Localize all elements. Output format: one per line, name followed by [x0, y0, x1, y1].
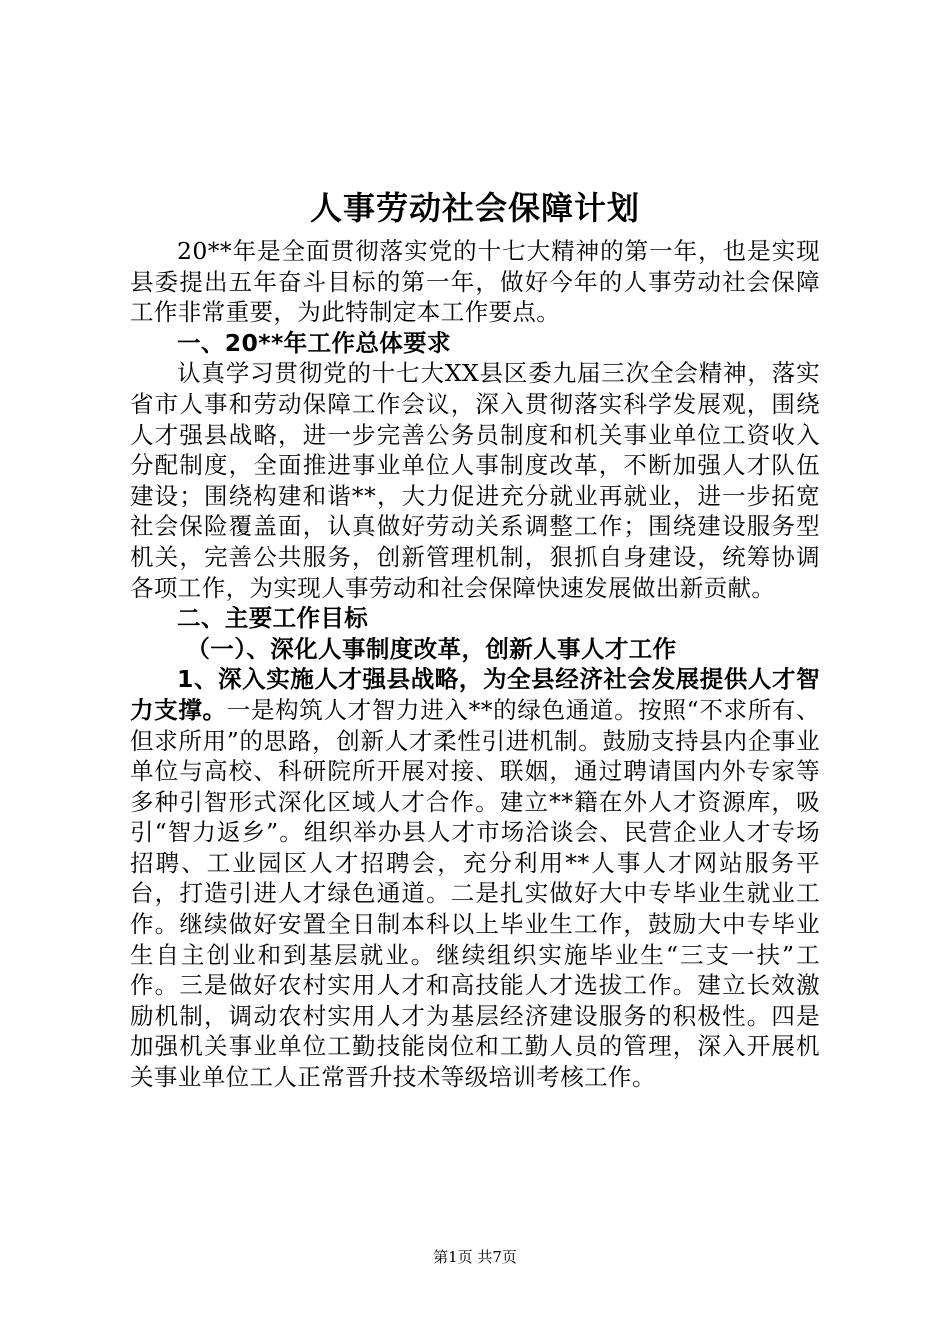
item1-paragraph: [130, 664, 820, 1092]
section2-heading: 二、主要工作目标: [177, 604, 369, 633]
item1-lead: 1、深入实施人才强县战略，为全县经济社会发展提供人才智力支撑。: [130, 665, 820, 724]
section2-subheading: （一）、深化人事制度改革，创新人事人才工作: [186, 634, 677, 663]
document-title: 人事劳动社会保障计划: [309, 189, 640, 227]
intro-paragraph: 20**年是全面贯彻落实党的十七大精神的第一年，也是实现县委提出五年奋斗目标的第一年，做好今年的人事劳动社会保障工作非常重要，为此特制定本工作要点。: [130, 237, 820, 327]
section1-heading: 一、20**年工作总体要求: [177, 328, 451, 357]
section1-paragraph: 认真学习贯彻党的十七大XX县区委九届三次全会精神，落实省市人事和劳动保障工作会议，深入贯彻落实科学发展观，围绕人才强县战略，进一步完善公务员制度和机关事业单位工资收入分配制度，全面推进事业单位人事制度改革，不断加强人才队伍建设；围绕构建和谐**，大力促进充分就业再就业，进一步拓宽社会保险覆盖面，认真做好劳动关系调整工作；围绕建设服务型机关，完善公共服务，创新管理机制，狠抓自身建设，统筹协调各项工作，为实现人事劳动和社会保障快速发展做出新贡献。: [130, 359, 820, 602]
item1-body: 一是构筑人才智力进入**的绿色通道。按照“不求所有、但求所用”的思路，创新人才柔性引进机制。鼓励支持县内企事业单位与高校、科研院所开展对接、联姻，通过聘请国内外专家等多种引智形式深化区域人才合作。建立**籍在外人才资源库，吸引“智力返乡”。组织举办县人才市场洽谈会、民营企业人才专场招聘、工业园区人才招聘会，充分利用**人事人才网站服务平台，打造引进人才绿色通道。二是扎实做好大中专毕业生就业工作。继续做好安置全日制本科以上毕业生工作，鼓励大中专毕业生自主创业和到基层就业。继续组织实施毕业生“三支一扶”工作。三是做好农村实用人才和高技能人才选拔工作。建立长效激励机制，调动农村实用人才为基层经济建设服务的积极性。四是加强机关事业单位工勤技能岗位和工勤人员的管理，深入开展机关事业单位工人正常晋升技术等级培训考核工作。: [130, 695, 820, 1092]
document-body: [130, 236, 820, 1093]
page-footer: 第1页 共7页: [433, 1248, 517, 1266]
